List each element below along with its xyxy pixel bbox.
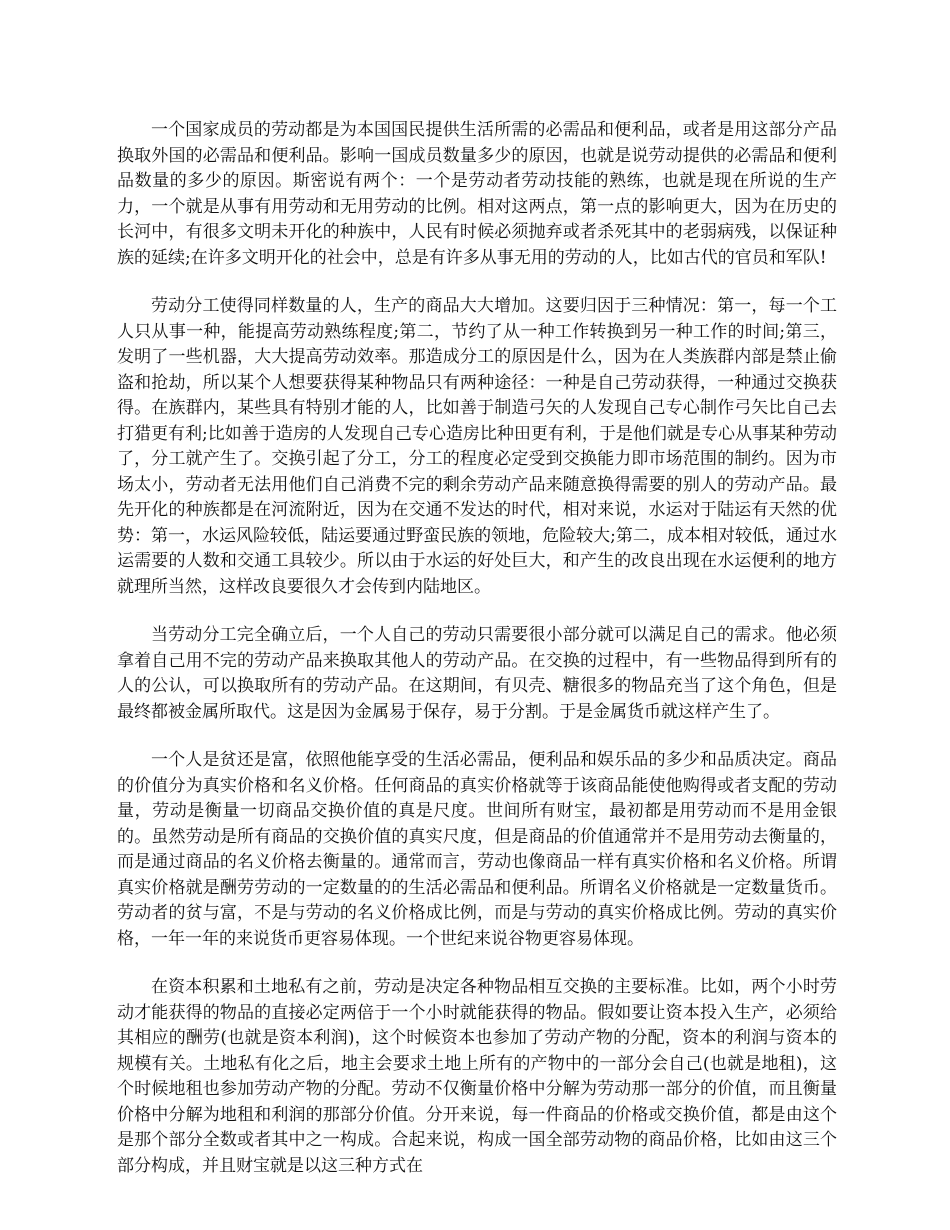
paragraph-2: 劳动分工使得同样数量的人，生产的商品大大增加。这要归因于三种情况：第一，每一个工人只从事一种，能提高劳动熟练程度;第二，节约了从一种工作转换到另一种工作的时间;第三，发明了一些机器，大大提高劳动效率。那造成分工的原因是什么，因为在人类族群内部是禁止偷盗和抢劫，所以某个人想要获得某种物品只有两种途径：一种是自己劳动获得，一种通过交换获得。在族群内，某些具有特别才能的人，比如善于制造弓矢的人发现自己专心制作弓矢比自己去打猎更有利;比如善于造房的人发现自己专心造房比种田更有利，于是他们就是专心从事某种劳动了，分工就产生了。交换引起了分工，分工的程度必定受到交换能力即市场范围的制约。因为市场太小，劳动者无法用他们自己消费不完的剩余劳动产品来随意换得需要的别人的劳动产品。最先开化的种族都是在河流附近，因为在交通不发达的时代，相对来说，水运对于陆运有天然的优势：第一，水运风险较低，陆运要通过野蛮民族的领地，危险较大;第二，成本相对较低，通过水运需要的人数和交通工具较少。所以由于水运的好处巨大，和产生的改良出现在水运便利的地方就理所当然，这样改良要很久才会传到内陆地区。: [117, 296, 837, 597]
document-body: [117, 118, 837, 1179]
paragraph-3: 当劳动分工完全确立后，一个人自己的劳动只需要很小部分就可以满足自己的需求。他必须拿着自己用不完的劳动产品来换取其他人的劳动产品。在交换的过程中，有一些物品得到所有的人的公认，可以换取所有的劳动产品。在这期间，有贝壳、糖很多的物品充当了这个角色，但是最终都被金属所取代。这是因为金属易于保存，易于分割。于是金属货币就这样产生了。: [117, 625, 837, 722]
paragraph-4: 一个人是贫还是富，依照他能享受的生活必需品，便利品和娱乐品的多少和品质决定。商品的价值分为真实价格和名义价格。任何商品的真实价格就等于该商品能使他购得或者支配的劳动量，劳动是衡量一切商品交换价值的真是尺度。世间所有财宝，最初都是用劳动而不是用金银的。虽然劳动是所有商品的交换价值的真实尺度，但是商品的价值通常并不是用劳动去衡量的，而是通过商品的名义价格去衡量的。通常而言，劳动也像商品一样有真实价格和名义价格。所谓真实价格就是酬劳劳动的一定数量的的生活必需品和便利品。所谓名义价格就是一定数量货币。劳动者的贫与富，不是与劳动的名义价格成比例，而是与劳动的真实价格成比例。劳动的真实价格，一年一年的来说货币更容易体现。一个世纪来说谷物更容易体现。: [117, 750, 837, 949]
paragraph-5: 在资本积累和土地私有之前，劳动是决定各种物品相互交换的主要标准。比如，两个小时劳动才能获得的物品的直接必定两倍于一个小时就能获得的物品。假如要让资本投入生产，必须给其相应的酬劳(也就是资本利润)，这个时候资本也参加了劳动产物的分配，资本的利润与资本的规模有关。土地私有化之后，地主会要求土地上所有的产物中的一部分会自己(也就是地租)，这个时候地租也参加劳动产物的分配。劳动不仅衡量价格中分解为劳动那一部分的价值，而且衡量价格中分解为地租和利润的那部分价值。分开来说，每一件商品的价格或交换价值，都是由这个是那个部分全数或者其中之一构成。合起来说，构成一国全部劳动物的商品价格，比如由这三个部分构成，并且财宝就是以这三种方式在: [117, 977, 837, 1176]
paragraph-1: 一个国家成员的劳动都是为本国国民提供生活所需的必需品和便利品，或者是用这部分产品换取外国的必需品和便利品。影响一国成员数量多少的原因，也就是说劳动提供的必需品和便利品数量的多少的原因。斯密说有两个：一个是劳动者劳动技能的熟练，也就是现在所说的生产力，一个就是从事有用劳动和无用劳动的比例。相对这两点，第一点的影响更大，因为在历史的长河中，有很多文明未开化的种族中，人民有时候必须抛弃或者杀死其中的老弱病残，以保证种族的延续;在许多文明开化的社会中，总是有许多从事无用的劳动的人，比如古代的官员和军队!: [117, 120, 837, 268]
